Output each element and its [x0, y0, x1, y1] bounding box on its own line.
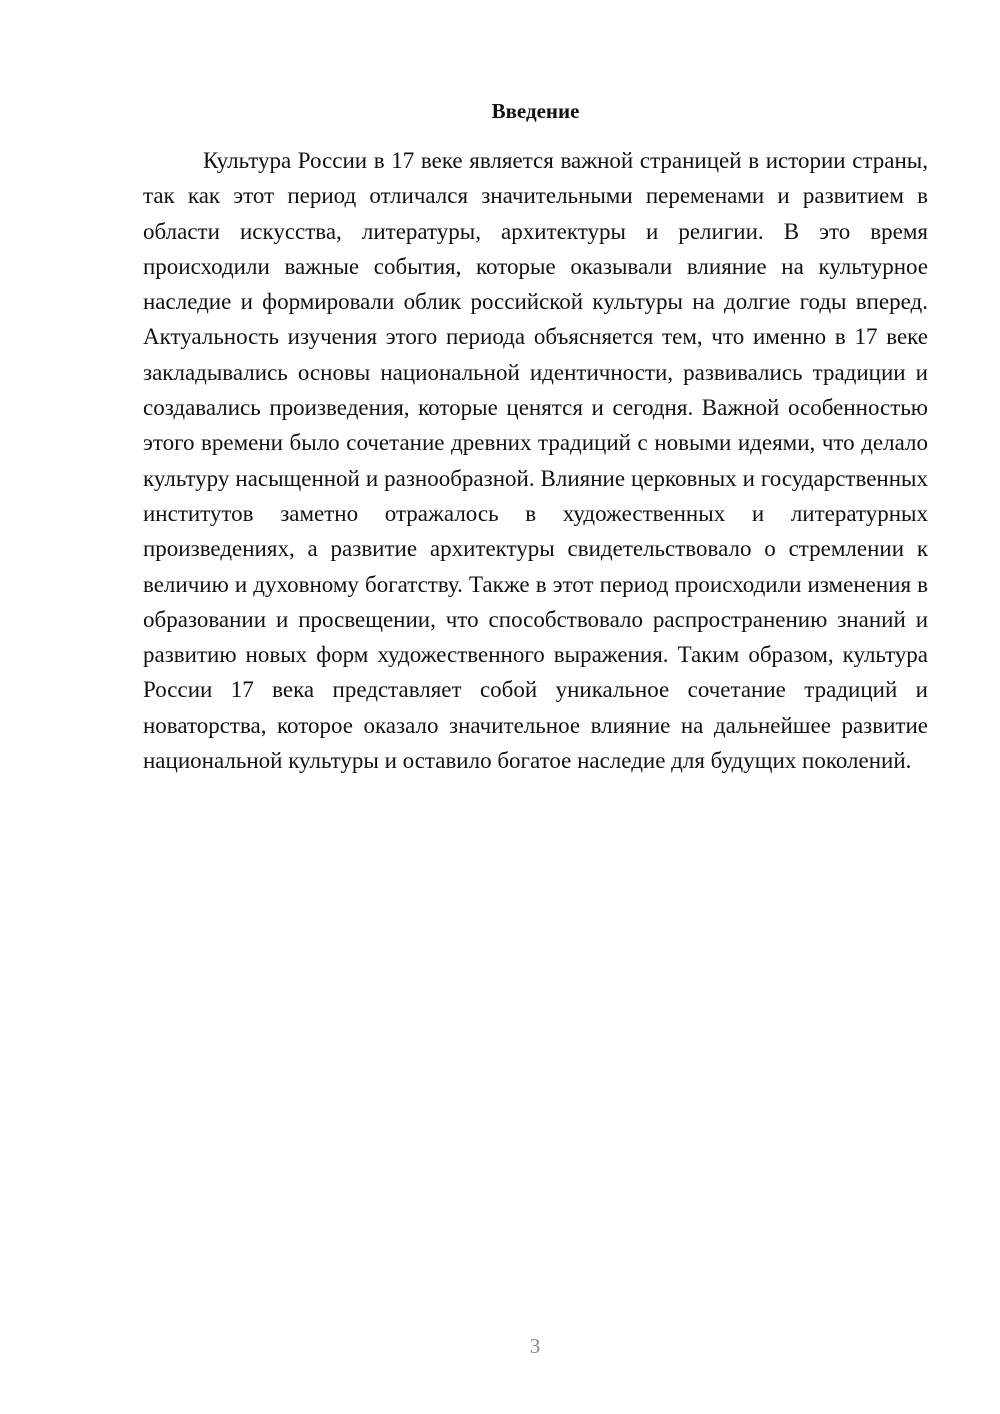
- section-heading: Введение: [491, 99, 580, 123]
- body-paragraph: Культура России в 17 веке является важной страницей в истории страны, так как этот период отличался значительными переменами и развитием в области искусства, литературы, архитектуры и религии. В это время происходили важные события, которые оказывали влияние на культурное наследие и формировали облик российской культуры на долгие годы вперед. Актуальность изучения этого периода объясняется тем, что именно в 17 веке закладывались основы национальной идентичности, развивались традиции и создавались произведения, которые ценятся и сегодня. Важной особенностью этого времени было сочетание древних традиций с новыми идеями, что делало культуру насыщенной и разнообразной. Влияние церковных и государственных институтов заметно отражалось в художественных и литературных произведениях, а развитие архитектуры свидетельствовало о стремлении к величию и духовному богатству. Также в этот период происходили изменения в образовании и просвещении, что способствовало распространению знаний и развитию новых форм художественного выражения. Таким образом, культура России 17 века представляет собой уникальное сочетание традиций и новаторства, которое оказало значительное влияние на дальнейшее развитие национальной культуры и оставило богатое наследие для будущих поколений.: [143, 148, 928, 774]
- page-number: 3: [529, 1334, 541, 1358]
